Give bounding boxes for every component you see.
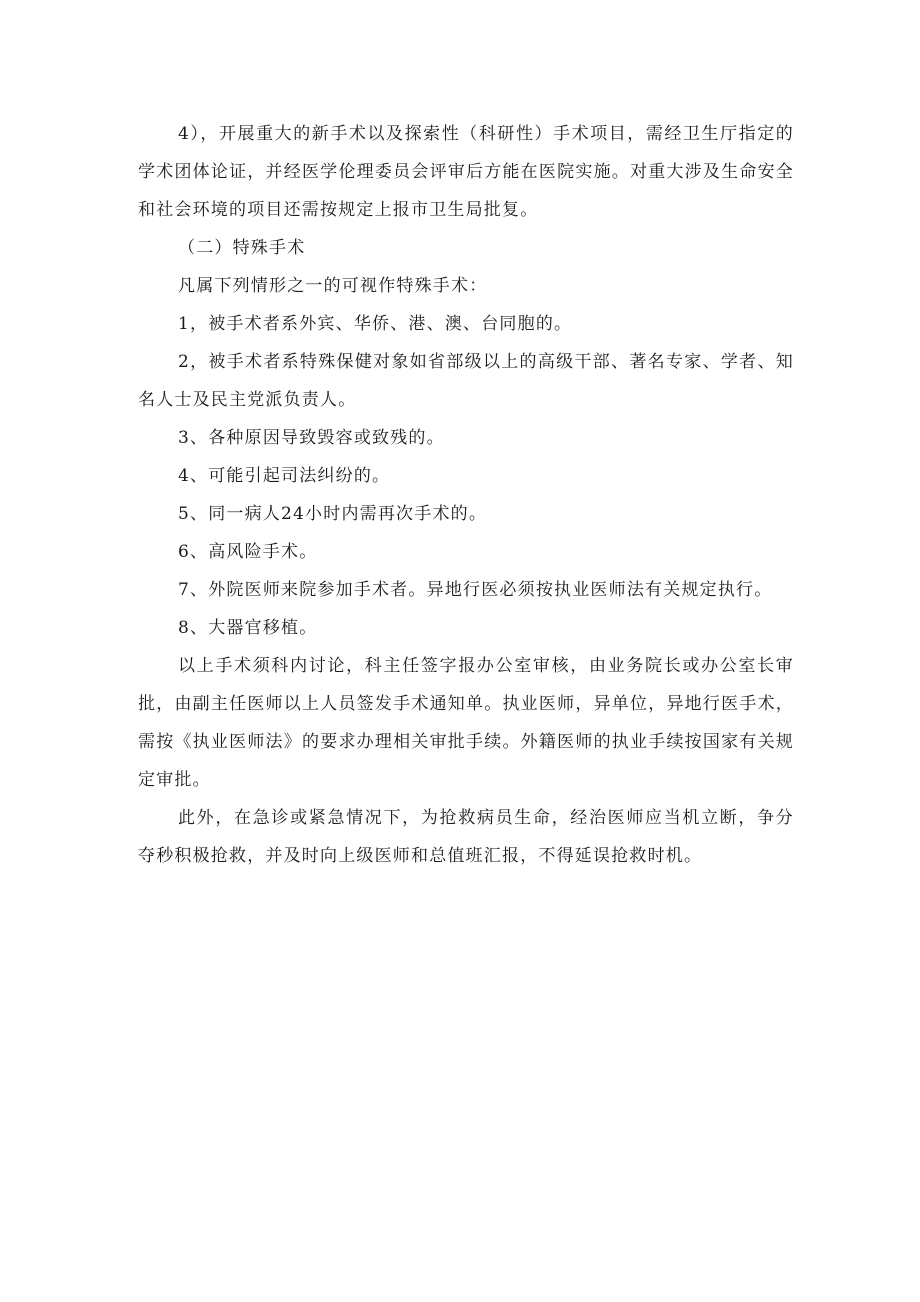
list-item-6: 6、高风险手术。: [178, 542, 318, 562]
paragraph-approval-process: 以上手术须科内讨论，科主任签字报办公室审核，由业务院长或办公室长审批，由副主任医师以上人员签发手术通知单。执业医师，异单位，异地行医手术，需按《执业医师法》的要求办理相关审批手续。外籍医师的执业手续按国家有关规定审批。: [138, 656, 794, 790]
list-item-5: 5、同一病人24小时内需再次手术的。: [178, 504, 488, 524]
paragraph-intro: 凡属下列情形之一的可视作特殊手术：: [178, 276, 488, 296]
paragraph-emergency: 此外，在急诊或紧急情况下，为抢救病员生命，经治医师应当机立断，争分夺秒积极抢救，并及时向上级医师和总值班汇报，不得延误抢救时机。: [138, 808, 794, 866]
list-item-7: 7、外院医师来院参加手术者。异地行医必须按执业医师法有关规定执行。: [178, 580, 773, 600]
paragraph-new-surgery-review: 4），开展重大的新手术以及探索性（科研性）手术项目，需经卫生厅指定的学术团体论证，并经医学伦理委员会评审后方能在医院实施。对重大涉及生命安全和社会环境的项目还需按规定上报市卫生局批复。: [138, 124, 794, 220]
list-item-4: 4、可能引起司法纠纷的。: [178, 466, 391, 486]
list-item-8: 8、大器官移植。: [178, 618, 318, 638]
list-item-3: 3、各种原因导致毁容或致残的。: [178, 428, 445, 448]
section-heading-special-surgery: （二）特殊手术: [178, 238, 306, 258]
list-item-2: 2，被手术者系特殊保健对象如省部级以上的高级干部、著名专家、学者、知名人士及民主党派负责人。: [138, 352, 794, 410]
list-item-1: 1，被手术者系外宾、华侨、港、澳、台同胞的。: [178, 314, 573, 334]
document-body: [138, 115, 794, 875]
